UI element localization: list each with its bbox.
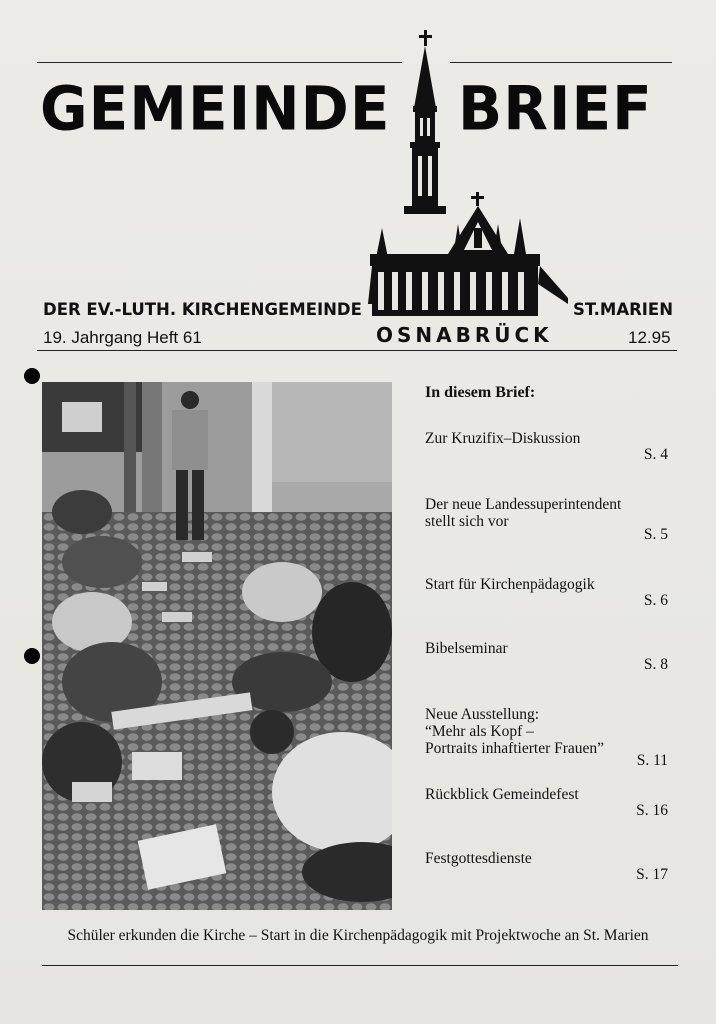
masthead-title-left: GEMEINDE xyxy=(40,72,391,145)
church-name: ST.MARIEN xyxy=(573,300,674,319)
masthead-title-right: BRIEF xyxy=(458,72,653,145)
toc-item-title: Neue Ausstellung: “Mehr als Kopf – Portraits inhaftierter Frauen” xyxy=(425,706,605,757)
toc-item-page: S. 4 xyxy=(643,446,668,463)
bottom-rule xyxy=(42,965,678,966)
toc-heading: In diesem Brief: xyxy=(425,384,536,401)
toc-item-title: Festgottesdienste xyxy=(425,850,532,867)
toc-item-page: S. 6 xyxy=(643,592,668,609)
punch-hole-top xyxy=(24,368,40,384)
toc-item-page: S. 11 xyxy=(636,752,668,769)
photo-caption: Schüler erkunden die Kirche – Start in die Kirchenpädagogik mit Projektwoche an St. Marien xyxy=(67,927,649,944)
parish-name: DER EV.-LUTH. KIRCHENGEMEINDE xyxy=(43,300,362,319)
toc-item-page: S. 5 xyxy=(643,526,668,543)
toc-item-title: Der neue Landessuperintendent stellt sich vor xyxy=(425,496,622,530)
toc-item-title: Start für Kirchenpädagogik xyxy=(425,576,595,593)
toc-item-title: Zur Kruzifix–Diskussion xyxy=(425,430,581,447)
church-tower-icon xyxy=(368,28,573,320)
toc-item-page: S. 8 xyxy=(643,656,668,673)
toc-item-page: S. 17 xyxy=(636,866,668,883)
students-sketching-photo-icon xyxy=(42,382,392,910)
toc-item-title: Rückblick Gemeindefest xyxy=(425,786,579,803)
punch-hole-bottom xyxy=(24,648,40,664)
toc-item-title: Bibelseminar xyxy=(425,640,508,657)
city-name: OSNABRÜCK xyxy=(376,323,553,347)
toc-item-page: S. 16 xyxy=(636,802,668,819)
cover-photo xyxy=(42,382,392,910)
issue-number: 19. Jahrgang Heft 61 xyxy=(43,328,202,347)
top-rule-left xyxy=(37,62,402,63)
masthead-bottom-rule xyxy=(37,350,677,351)
issue-date: 12.95 xyxy=(628,328,671,347)
